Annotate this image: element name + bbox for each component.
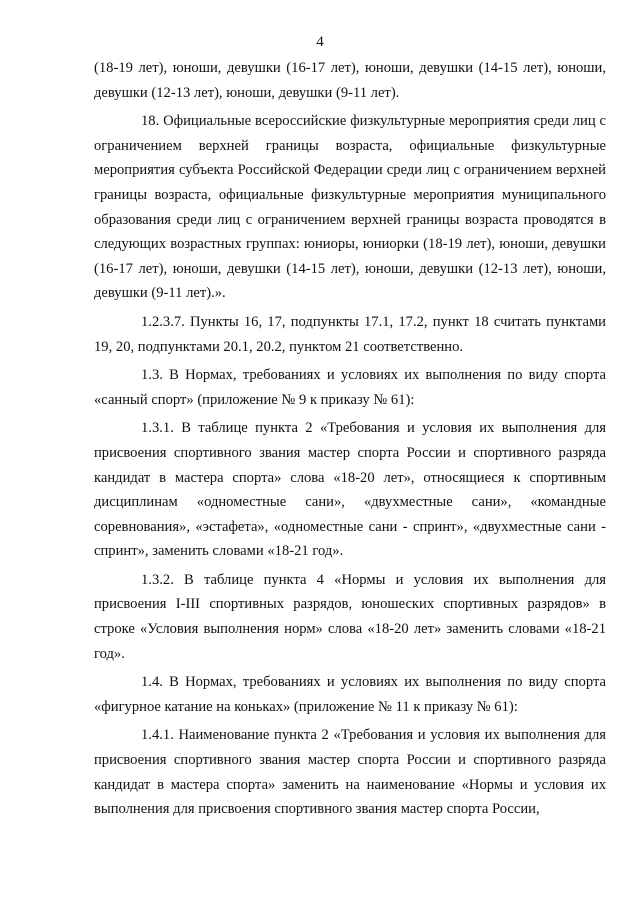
document-body: [94, 56, 606, 826]
paragraph-1-4-1: 1.4.1. Наименование пункта 2 «Требования и условия их выполнения для присвоения спортивного звания мастер спорта России и спортивного разряда кандидат в мастера спорта» заменить на наименование «Нормы и условия их выполнения для присвоения спортивного звания мастер спорта России,: [94, 727, 606, 818]
paragraph-item-18: 18. Официальные всероссийские физкультурные мероприятия среди лиц с ограничением верхней границы возраста, официальные физкультурные мероприятия субъекта Российской Федерации среди лиц с ограничением верхней границы возраста, официальные физкультурные мероприятия муниципального образования среди лиц с ограничением верхней границы возраста проводятся в следующих возрастных группах: юниоры, юниорки (18-19 лет), юноши, девушки (16-17 лет), юноши, девушки (14-15 лет), юноши, девушки (12-13 лет), юноши, девушки (9-11 лет).».: [94, 113, 606, 302]
paragraph-1-2-3-7: 1.2.3.7. Пункты 16, 17, подпункты 17.1, 17.2, пункт 18 считать пунктами 19, 20, подпунктами 20.1, 20.2, пунктом 21 соответственно.: [94, 313, 606, 355]
paragraph-1-3-2: 1.3.2. В таблице пункта 4 «Нормы и условия их выполнения для присвоения I-III спортивных разрядов, юношеских спортивных разрядов» в строке «Условия выполнения норм» слова «18-20 лет» заменить словами «18-21 год».: [94, 571, 606, 662]
paragraph-1-3-1: 1.3.1. В таблице пункта 2 «Требования и условия их выполнения для присвоения спортивного звания мастер спорта России и спортивного разряда кандидат в мастера спорта» слова «18-20 лет», относящиеся к спортивным дисциплинам «одноместные сани», «двухместные сани», «командные соревнования», «эстафета», «одноместные сани - спринт», «двухместные сани - спринт», заменить словами «18-21 год».: [94, 420, 606, 560]
paragraph-1-4: 1.4. В Нормах, требованиях и условиях их выполнения по виду спорта «фигурное катание на коньках» (приложение № 11 к приказу № 61):: [94, 674, 606, 715]
paragraph-continuation: (18-19 лет), юноши, девушки (16-17 лет), юноши, девушки (14-15 лет), юноши, девушки (12-13 лет), юноши, девушки (9-11 лет).: [94, 60, 606, 101]
page-number: 4: [316, 34, 324, 50]
paragraph-1-3: 1.3. В Нормах, требованиях и условиях их выполнения по виду спорта «санный спорт» (приложение № 9 к приказу № 61):: [94, 367, 606, 408]
